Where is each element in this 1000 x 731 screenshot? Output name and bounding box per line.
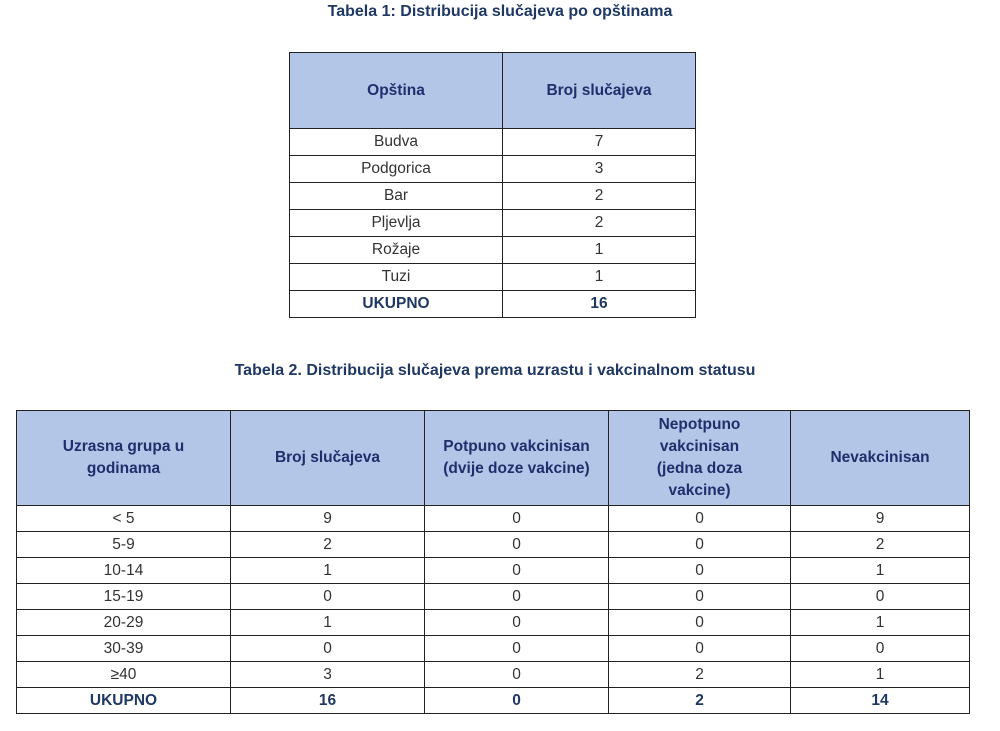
table-cell: 1 bbox=[791, 662, 970, 688]
header-case-count: Broj slučajeva bbox=[231, 411, 425, 506]
header-partially-vaccinated bbox=[609, 411, 791, 506]
table-cell: 0 bbox=[425, 532, 609, 558]
table-row bbox=[17, 610, 970, 636]
table-cell: 9 bbox=[231, 506, 425, 532]
table-cell: 9 bbox=[791, 506, 970, 532]
table-cell: 0 bbox=[791, 584, 970, 610]
table-cell: 0 bbox=[609, 584, 791, 610]
table1-title: Tabela 1: Distribucija slučajeva po opštinama bbox=[327, 3, 673, 20]
table-row bbox=[17, 584, 970, 610]
table-cell: Rožaje bbox=[290, 237, 503, 264]
table-row bbox=[17, 662, 970, 688]
table-cell: < 5 bbox=[17, 506, 231, 532]
table-cell: 0 bbox=[609, 610, 791, 636]
total-row bbox=[17, 688, 970, 714]
table-row bbox=[17, 636, 970, 662]
table-cell: 0 bbox=[231, 636, 425, 662]
table-cell: 0 bbox=[609, 532, 791, 558]
total-cell: UKUPNO bbox=[17, 688, 231, 714]
table-cell: 3 bbox=[231, 662, 425, 688]
table-row bbox=[17, 532, 970, 558]
table-cell: 7 bbox=[503, 129, 696, 156]
header-case-count: Broj slučajeva bbox=[503, 53, 696, 129]
table-row bbox=[290, 129, 696, 156]
table-cell: 2 bbox=[503, 210, 696, 237]
table-row bbox=[290, 237, 696, 264]
table-cell: 1 bbox=[503, 237, 696, 264]
table-cell: 10-14 bbox=[17, 558, 231, 584]
table-row bbox=[17, 506, 970, 532]
municipality-cases-table bbox=[289, 52, 696, 318]
table-cell: Bar bbox=[290, 183, 503, 210]
table-cell: 0 bbox=[609, 506, 791, 532]
table-cell: 0 bbox=[425, 584, 609, 610]
table-header-row bbox=[17, 411, 970, 506]
total-cell: 16 bbox=[231, 688, 425, 714]
table-cell: 2 bbox=[503, 183, 696, 210]
total-cell: 16 bbox=[503, 291, 696, 318]
table-cell: ≥40 bbox=[17, 662, 231, 688]
header-municipality: Opština bbox=[290, 53, 503, 129]
table-cell: 1 bbox=[503, 264, 696, 291]
table-cell: 0 bbox=[231, 584, 425, 610]
table-row bbox=[290, 183, 696, 210]
table-cell: Tuzi bbox=[290, 264, 503, 291]
total-cell: 2 bbox=[609, 688, 791, 714]
total-cell: 0 bbox=[425, 688, 609, 714]
table-cell: 0 bbox=[609, 558, 791, 584]
table-cell: 0 bbox=[425, 636, 609, 662]
table-cell: 0 bbox=[425, 558, 609, 584]
header-age-group bbox=[17, 411, 231, 506]
table-cell: 1 bbox=[791, 558, 970, 584]
table-cell: 1 bbox=[791, 610, 970, 636]
total-cell: 14 bbox=[791, 688, 970, 714]
header-fully-vaccinated-label: Potpuno vakcinisan (dvije doze vakcine) bbox=[443, 438, 590, 477]
header-age-group-label: Uzrasna grupa u godinama bbox=[62, 438, 185, 477]
table-cell: 2 bbox=[231, 532, 425, 558]
table-cell: 3 bbox=[503, 156, 696, 183]
table-cell: 1 bbox=[231, 610, 425, 636]
table-row bbox=[17, 558, 970, 584]
table-cell: Budva bbox=[290, 129, 503, 156]
table-cell: Podgorica bbox=[290, 156, 503, 183]
table-cell: 0 bbox=[425, 662, 609, 688]
table2-title: Tabela 2. Distribucija slučajeva prema uzrastu i vakcinalnom statusu bbox=[234, 362, 756, 379]
table-cell: 5-9 bbox=[17, 532, 231, 558]
total-row bbox=[290, 291, 696, 318]
table-cell: 0 bbox=[425, 506, 609, 532]
table-cell: 30-39 bbox=[17, 636, 231, 662]
total-cell: UKUPNO bbox=[290, 291, 503, 318]
table-row bbox=[290, 156, 696, 183]
age-vaccination-table bbox=[16, 410, 970, 714]
table-row bbox=[290, 210, 696, 237]
table-row bbox=[290, 264, 696, 291]
header-partially-vaccinated-label: Nepotpuno vakcinisan (jedna doza vakcine) bbox=[656, 416, 743, 499]
table-cell: 0 bbox=[425, 610, 609, 636]
table-cell: 20-29 bbox=[17, 610, 231, 636]
table-cell: 1 bbox=[231, 558, 425, 584]
header-fully-vaccinated bbox=[425, 411, 609, 506]
table-cell: 2 bbox=[791, 532, 970, 558]
table-cell: 0 bbox=[609, 636, 791, 662]
table-cell: 2 bbox=[609, 662, 791, 688]
table-cell: Pljevlja bbox=[290, 210, 503, 237]
table-header-row bbox=[290, 53, 696, 129]
header-unvaccinated: Nevakcinisan bbox=[791, 411, 970, 506]
table-cell: 15-19 bbox=[17, 584, 231, 610]
table-cell: 0 bbox=[791, 636, 970, 662]
